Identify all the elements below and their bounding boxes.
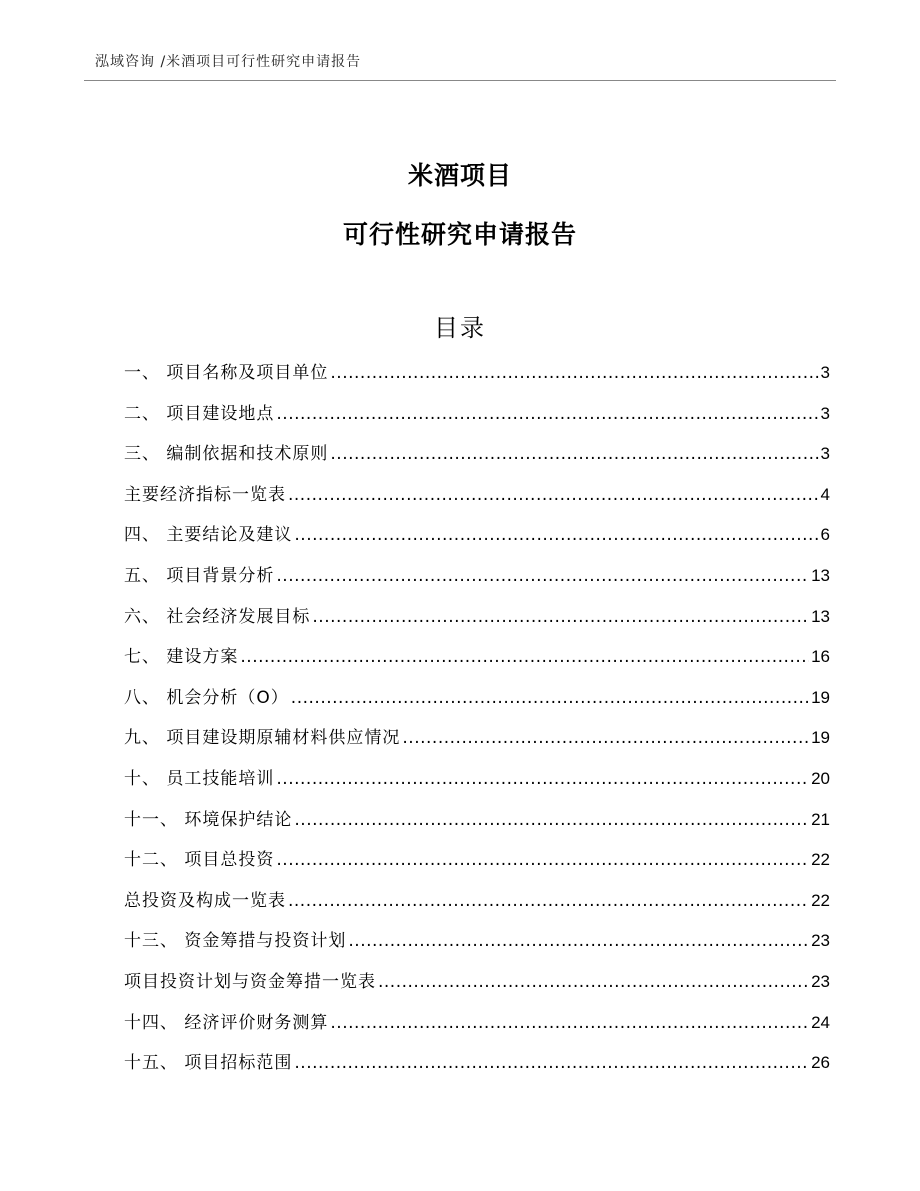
toc-entry-page: 24: [811, 1012, 830, 1032]
toc-entry-label: 十二、 项目总投资: [124, 850, 275, 871]
toc-entry[interactable]: [124, 439, 830, 480]
toc-dot-leader: [330, 358, 818, 388]
toc-entry-page: 16: [811, 647, 830, 667]
toc-entry-label: 十一、 环境保护结论: [124, 809, 293, 830]
toc-dot-leader: [240, 642, 809, 672]
toc-entry[interactable]: [124, 602, 830, 643]
toc-entry-page: 21: [811, 809, 830, 829]
toc-entry[interactable]: [124, 723, 830, 764]
toc-dot-leader: [294, 520, 818, 550]
toc-entry[interactable]: [124, 520, 830, 561]
toc-entry-label: 九、 项目建设期原辅材料供应情况: [124, 728, 401, 749]
toc-entry-page: 19: [811, 728, 830, 748]
toc-entry-label: 十、 员工技能培训: [124, 768, 275, 789]
toc-dot-leader: [378, 967, 809, 997]
toc-entry-page: 20: [811, 768, 830, 788]
toc-entry-label: 五、 项目背景分析: [124, 565, 275, 586]
toc-dot-leader: [348, 926, 809, 956]
table-of-contents: [124, 358, 830, 1089]
toc-entry-page: 19: [811, 687, 830, 707]
toc-dot-leader: [312, 602, 809, 632]
toc-entry-page: 13: [811, 606, 830, 626]
toc-entry-label: 三、 编制依据和技术原则: [124, 444, 329, 465]
toc-entry[interactable]: [124, 480, 830, 521]
toc-entry-label: 四、 主要结论及建议: [124, 525, 293, 546]
running-header: 泓域咨询 /米酒项目可行性研究申请报告: [95, 54, 362, 70]
toc-entry[interactable]: [124, 399, 830, 440]
toc-entry[interactable]: [124, 642, 830, 683]
toc-entry-page: 22: [811, 850, 830, 870]
toc-dot-leader: [291, 683, 809, 713]
toc-entry-page: 6: [820, 525, 830, 545]
toc-entry-page: 3: [820, 363, 830, 382]
toc-entry[interactable]: [124, 967, 830, 1008]
toc-entry-label: 六、 社会经济发展目标: [124, 606, 311, 627]
toc-entry-page: 13: [811, 565, 830, 585]
toc-entry[interactable]: [124, 1008, 830, 1049]
toc-dot-leader: [276, 561, 809, 591]
toc-entry-label: 八、 机会分析（O）: [124, 687, 289, 708]
toc-dot-leader: [294, 1048, 809, 1078]
toc-entry-page: 3: [820, 403, 830, 423]
toc-entry-page: 3: [820, 444, 830, 464]
toc-entry-label: 主要经济指标一览表: [124, 484, 286, 505]
toc-entry[interactable]: [124, 1048, 830, 1089]
toc-dot-leader: [288, 886, 809, 916]
toc-entry-label: 二、 项目建设地点: [124, 403, 275, 424]
toc-dot-leader: [276, 764, 809, 794]
toc-entry-label: 十三、 资金筹措与投资计划: [124, 931, 347, 952]
toc-entry-label: 七、 建设方案: [124, 647, 239, 668]
toc-dot-leader: [402, 723, 809, 753]
toc-entry-label: 十四、 经济评价财务测算: [124, 1012, 329, 1033]
toc-entry-label: 一、 项目名称及项目单位: [124, 363, 329, 383]
toc-dot-leader: [294, 805, 809, 835]
toc-entry[interactable]: [124, 764, 830, 805]
toc-dot-leader: [330, 1008, 809, 1038]
toc-entry-page: 26: [811, 1053, 830, 1073]
toc-entry[interactable]: [124, 845, 830, 886]
toc-entry-page: 23: [811, 931, 830, 951]
document-title-line-1: 米酒项目: [407, 161, 512, 190]
toc-entry-label: 十五、 项目招标范围: [124, 1053, 293, 1074]
toc-dot-leader: [330, 439, 818, 469]
toc-entry[interactable]: [124, 683, 830, 724]
toc-entry[interactable]: [124, 805, 830, 846]
toc-dot-leader: [288, 480, 819, 510]
toc-heading: 目录: [434, 314, 486, 342]
document-title-line-2: 可行性研究申请报告: [342, 220, 577, 249]
toc-entry[interactable]: [124, 926, 830, 967]
toc-entry-page: 22: [811, 890, 830, 910]
toc-entry[interactable]: [124, 886, 830, 927]
toc-entry[interactable]: [124, 358, 830, 399]
toc-entry-page: 4: [820, 484, 830, 504]
toc-dot-leader: [276, 845, 809, 875]
header-divider: [84, 80, 836, 81]
toc-entry-page: 23: [811, 971, 830, 991]
toc-dot-leader: [276, 399, 818, 429]
toc-entry[interactable]: [124, 561, 830, 602]
toc-entry-label: 总投资及构成一览表: [124, 890, 286, 911]
toc-entry-label: 项目投资计划与资金筹措一览表: [124, 971, 376, 992]
